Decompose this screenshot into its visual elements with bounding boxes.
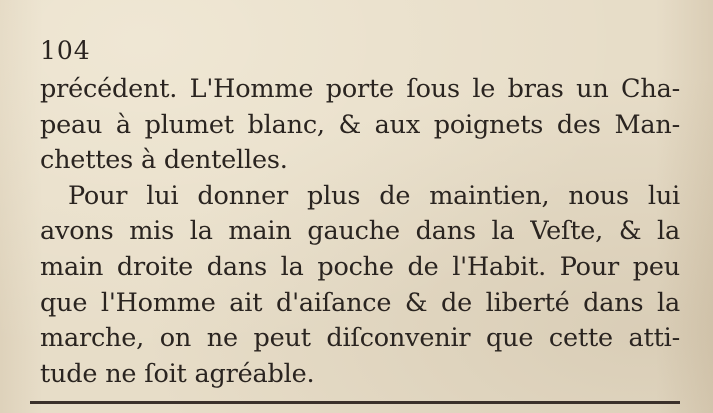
text-line: peau à plumet blanc, & aux poignets des Man-: [40, 109, 680, 140]
text-line: main droite dans la poche de l'Habit. Pour peu: [40, 251, 680, 282]
text-block: [40, 72, 680, 392]
text-line: tude ne ſoit agréable.: [40, 358, 315, 389]
text-line: que l'Homme ait d'aiſance & de liberté dans la: [40, 287, 680, 318]
text-line: précédent. L'Homme porte ſous le bras un Cha-: [40, 74, 680, 104]
text-line: avons mis la main gauche dans la Veſte, & la: [40, 216, 680, 247]
paragraph-2: [40, 179, 680, 393]
bottom-rule: [30, 401, 680, 404]
page-number: 104: [40, 36, 91, 65]
text-line: chettes à dentelles.: [40, 145, 288, 176]
text-line: Pour lui donner plus de maintien, nous lui: [68, 180, 680, 211]
paragraph-1: [40, 72, 680, 179]
text-line: marche, on ne peut diſconvenir que cette atti-: [40, 323, 680, 354]
